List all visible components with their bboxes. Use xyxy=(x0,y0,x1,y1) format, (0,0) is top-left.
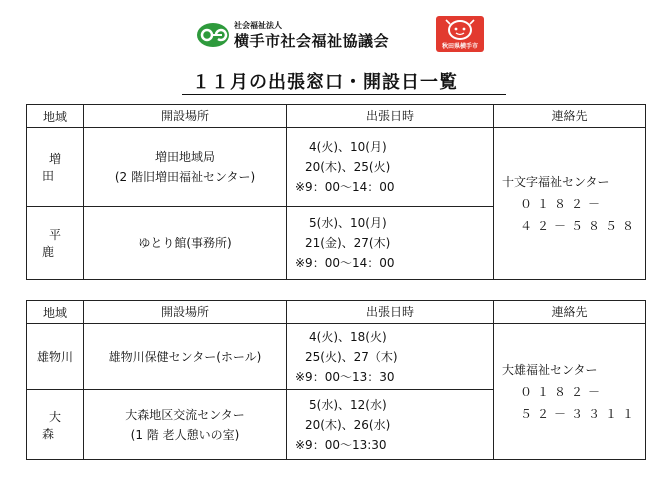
area-name: 平鹿 xyxy=(41,228,75,259)
date-line: 20(木)、25(火) xyxy=(305,160,391,174)
schedule-table-1 xyxy=(26,104,646,280)
date-line: 25(火)、27（木) xyxy=(305,349,398,364)
mascot-icon xyxy=(436,16,484,44)
contact-phone-prefix: ０１８２－ xyxy=(520,384,606,399)
table-header-row xyxy=(27,105,646,128)
date-line: 21(金)、27(木) xyxy=(305,236,391,250)
organization-name: 横手市社会福祉協議会 xyxy=(234,32,390,50)
mascot-label: 秋田県横手市 xyxy=(441,43,478,50)
time-note: ※9：00～13：30 xyxy=(295,369,395,384)
place-line: 大森地区交流センター xyxy=(125,407,245,422)
header-date: 出張日時 xyxy=(287,105,494,128)
time-note: ※9：00～14：00 xyxy=(295,180,395,194)
area-cell xyxy=(27,207,84,280)
contact-phone-number: ４２－５８５８ xyxy=(520,218,640,233)
date-line: 4(火)、10(月) xyxy=(309,140,387,154)
header-contact: 連絡先 xyxy=(494,301,646,324)
place-line: (2 階旧増田福祉センター) xyxy=(114,170,256,184)
table-row xyxy=(27,128,646,207)
place-line: 増田地域局 xyxy=(154,150,215,164)
time-note: ※9：00～14：00 xyxy=(295,256,395,270)
header-date: 出張日時 xyxy=(287,301,494,324)
area-name: 増田 xyxy=(41,152,75,183)
header xyxy=(0,0,653,60)
contact-phone-prefix: ０１８２－ xyxy=(520,196,606,211)
date-line: 20(木)、26(水) xyxy=(305,417,391,432)
area-name: 大森 xyxy=(41,409,75,441)
date-cell xyxy=(287,390,494,460)
contact-name: 大雄福祉センター xyxy=(502,362,598,377)
table-row xyxy=(27,324,646,390)
mascot-badge xyxy=(436,16,484,52)
contact-cell xyxy=(494,324,646,460)
place-line: 雄物川保健センター(ホール) xyxy=(108,349,262,364)
place-cell xyxy=(84,324,287,390)
date-line: 5(水)、12(水) xyxy=(309,397,387,412)
date-cell xyxy=(287,324,494,390)
table-header-row xyxy=(27,301,646,324)
place-line: ゆとり館(事務所) xyxy=(138,236,232,250)
title-underline xyxy=(182,94,506,95)
schedule-table-2 xyxy=(26,300,646,460)
place-cell xyxy=(84,207,287,280)
date-line: 4(火)、18(火) xyxy=(309,329,387,344)
organization-logo-icon xyxy=(196,22,230,48)
time-note: ※9：00～13:30 xyxy=(295,437,387,452)
contact-name: 十文字福祉センター xyxy=(502,174,610,189)
header-area: 地域 xyxy=(27,301,84,324)
contact-phone-number: ５２－３３１１ xyxy=(520,406,640,421)
header-place: 開設場所 xyxy=(84,105,287,128)
place-line: (1 階 老人憩いの室) xyxy=(130,427,240,442)
area-cell xyxy=(27,390,84,460)
place-cell xyxy=(84,128,287,207)
date-line: 5(水)、10(月) xyxy=(309,216,387,230)
date-cell xyxy=(287,207,494,280)
page-title: １１月の出張窓口・開設日一覧 xyxy=(192,72,458,93)
contact-cell xyxy=(494,128,646,280)
place-cell xyxy=(84,390,287,460)
header-area: 地域 xyxy=(27,105,84,128)
organization-type: 社会福祉法人 xyxy=(234,21,282,30)
area-cell xyxy=(27,324,84,390)
header-place: 開設場所 xyxy=(84,301,287,324)
area-name: 雄物川 xyxy=(36,350,73,364)
header-contact: 連絡先 xyxy=(494,105,646,128)
area-cell xyxy=(27,128,84,207)
date-cell xyxy=(287,128,494,207)
